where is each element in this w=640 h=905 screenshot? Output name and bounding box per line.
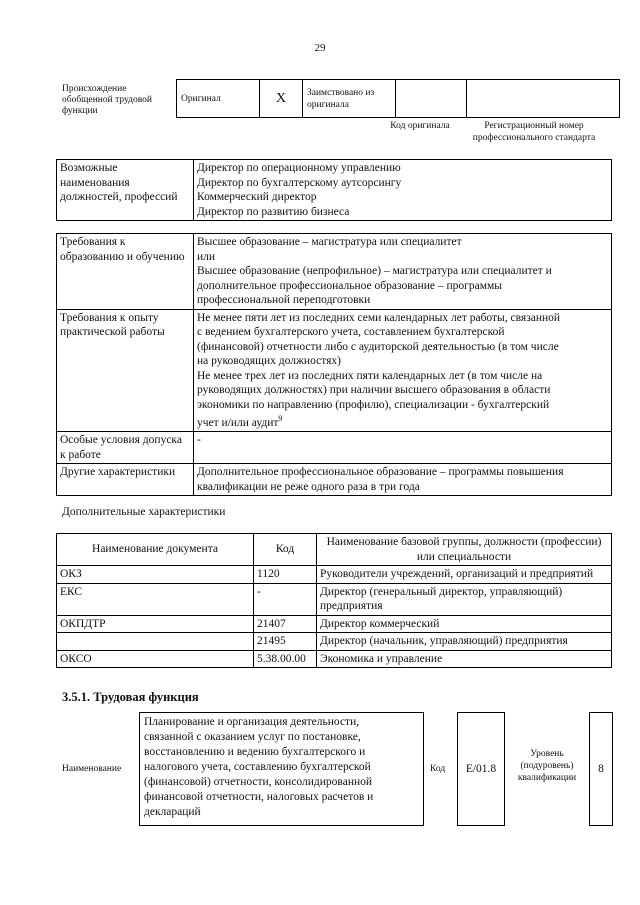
header-code: Код bbox=[254, 534, 317, 566]
row-name: Экономика и управление bbox=[317, 650, 612, 668]
text-line: Дополнительное профессиональное образование – программы повышения bbox=[197, 466, 564, 479]
requirements-table bbox=[56, 233, 612, 496]
text-line: финансовой отчетности, налоговых расчетов и bbox=[144, 791, 374, 803]
text-line: восстановлению и ведению бухгалтерского и bbox=[144, 746, 366, 758]
text-line: дополнительное профессиональное образование – программы bbox=[197, 279, 502, 292]
text-line: деклараций bbox=[144, 806, 201, 818]
row-doc: ОКПДТР bbox=[57, 615, 254, 633]
header-document: Наименование документа bbox=[57, 534, 254, 566]
function-name-label: Наименование bbox=[62, 764, 122, 774]
text-line: или bbox=[197, 250, 216, 263]
row-name: Директор коммерческий bbox=[317, 615, 612, 633]
text-line: Не менее трех лет из последних пяти календарных лет (в том числе на bbox=[197, 369, 543, 382]
level-value: 8 bbox=[598, 763, 604, 775]
header-group: Наименование базовой группы, должности (профессии) или специальности bbox=[317, 534, 612, 566]
text-line: (финансовой) отчетности, консолидированной bbox=[144, 776, 373, 788]
origin-label: Происхождение обобщенной трудовой функции bbox=[62, 84, 152, 116]
row-name: Директор (генеральный директор, управляющий) предприятия bbox=[317, 583, 612, 615]
function-code: E/01.8 bbox=[465, 763, 497, 775]
position-item: Директор по бухгалтерскому аутсорсингу bbox=[197, 176, 402, 189]
code-original-cell bbox=[396, 80, 467, 118]
text-line: профессиональной переподготовки bbox=[197, 294, 371, 306]
reg-number-cell bbox=[467, 80, 620, 118]
row-code: 21495 bbox=[254, 633, 317, 651]
positions-list bbox=[194, 160, 612, 221]
row-name: Руководители учреждений, организаций и предприятий bbox=[317, 566, 612, 584]
text-line: квалификации не реже одного раза в три года bbox=[197, 480, 420, 493]
education-label: Требования к образованию и обучению bbox=[57, 234, 194, 310]
education-value bbox=[194, 234, 612, 310]
function-code-label: Код bbox=[430, 764, 446, 774]
experience-value bbox=[194, 309, 612, 432]
text-line: Планирование и организация деятельности, bbox=[144, 716, 360, 728]
position-item: Директор по развитию бизнеса bbox=[197, 205, 350, 218]
text-line: (финансовой) отчетности либо с аудиторской деятельностью (в том числе bbox=[197, 340, 559, 353]
row-code: 1120 bbox=[254, 566, 317, 584]
row-doc bbox=[57, 633, 254, 651]
original-label: Оригинал bbox=[177, 80, 260, 118]
row-code: 21407 bbox=[254, 615, 317, 633]
function-name-box bbox=[139, 712, 424, 826]
text-line: связанной с оказанием услуг по постановке, bbox=[144, 731, 361, 743]
additional-table bbox=[56, 533, 612, 668]
experience-label: Требования к опыту практической работы bbox=[57, 309, 194, 432]
page-number: 29 bbox=[314, 42, 326, 54]
row-name: Директор (начальник, управляющий) предприятия bbox=[317, 633, 612, 651]
positions-label: Возможные наименования должностей, профессий bbox=[57, 160, 194, 221]
position-item: Коммерческий директор bbox=[197, 191, 317, 203]
original-mark: X bbox=[260, 80, 303, 118]
text-line: Не менее пяти лет из последних семи календарных лет работы, связанной bbox=[197, 311, 561, 324]
other-label: Другие характеристики bbox=[57, 464, 194, 496]
text-line: экономики по направлению (профилю), специализации - бухгалтерский bbox=[197, 398, 550, 411]
text-line: на руководящих должностях) bbox=[197, 355, 341, 367]
code-original-caption: Код оригинала bbox=[390, 121, 450, 131]
origin-table bbox=[176, 79, 620, 118]
level-label: Уровень (подуровень) квалификации bbox=[517, 749, 577, 783]
text-line: налогового учета, составлению бухгалтерской bbox=[144, 761, 371, 773]
admission-label: Особые условия допуска к работе bbox=[57, 432, 194, 464]
reg-number-caption: Регистрационный номер профессионального стандарта bbox=[472, 121, 596, 143]
position-item: Директор по операционному управлению bbox=[197, 162, 401, 174]
text-line: - bbox=[197, 434, 201, 447]
function-code-box bbox=[457, 712, 505, 826]
text-line: Высшее образование – магистратура или специалитет bbox=[197, 236, 462, 248]
additional-title: Дополнительные характеристики bbox=[62, 506, 226, 518]
function-heading: 3.5.1. Трудовая функция bbox=[62, 690, 199, 704]
text-line: с ведением бухгалтерского учета, составлением бухгалтерской bbox=[197, 326, 505, 338]
positions-table bbox=[56, 159, 612, 221]
other-value bbox=[194, 464, 612, 496]
row-code: 5.38.00.00 bbox=[254, 650, 317, 668]
borrowed-label: Заимствовано из оригинала bbox=[303, 80, 396, 118]
row-doc: ОКЗ bbox=[57, 566, 254, 584]
text-line-part: учет и/или аудит bbox=[197, 416, 279, 429]
row-doc: ЕКС bbox=[57, 583, 254, 615]
row-code: - bbox=[254, 583, 317, 615]
text-line bbox=[197, 412, 608, 430]
footnote-ref: 9 bbox=[278, 414, 283, 423]
text-line: Высшее образование (непрофильное) – магистратура или специалитет и bbox=[197, 265, 552, 277]
admission-value bbox=[194, 432, 612, 464]
text-line: руководящих должностях) при наличии высшего образования в области bbox=[197, 384, 551, 396]
row-doc: ОКСО bbox=[57, 650, 254, 668]
level-box bbox=[589, 712, 613, 826]
